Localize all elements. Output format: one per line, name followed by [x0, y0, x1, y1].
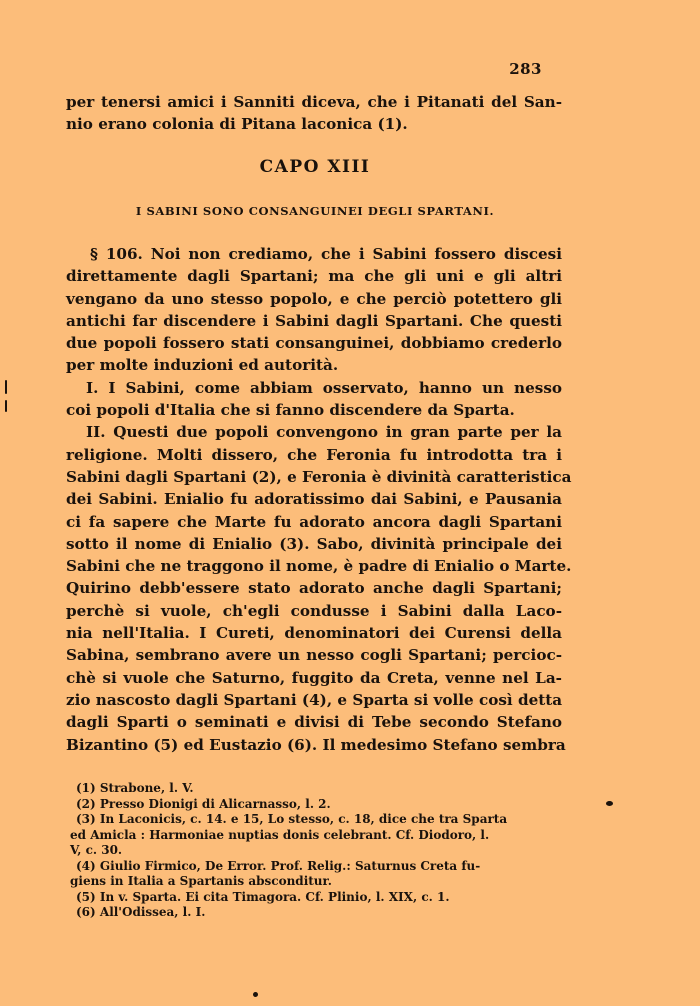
footnote: (4) Giulio Firmico, De Error. Prof. Relig.: Saturnus Creta fu- — [76, 858, 481, 873]
lead-paragraph — [66, 91, 562, 136]
chapter-title: CAPO XIII — [259, 157, 371, 177]
text-line: coi popoli d'Italia che si fanno discendere da Sparta. — [66, 401, 515, 420]
text-line: per molte induzioni ed autorità. — [66, 356, 339, 375]
text-line: II. Questi due popoli convengono in gran parte per la — [86, 423, 562, 442]
text-line: Sabini dagli Spartani (2), e Feronia è divinità caratteristica — [66, 467, 572, 486]
body-text — [66, 243, 572, 756]
text-line: nia nell'Italia. I Cureti, denominatori dei Curensi della — [66, 624, 562, 643]
text-line: Sabina, sembrano avere un nesso cogli Spartani; percioc- — [66, 646, 562, 665]
footnote-continuation: giens in Italia a Spartanis absconditur. — [70, 874, 332, 888]
page-number: 283 — [509, 60, 542, 78]
text-line: I. I Sabini, come abbiam osservato, hanno un nesso — [86, 378, 562, 397]
ink-speck — [5, 380, 7, 394]
text-line: antichi far discendere i Sabini dagli Spartani. Che questi — [66, 311, 562, 330]
text-line: Bizantino (5) ed Eustazio (6). Il medesimo Stefano sembra — [66, 735, 566, 754]
footnote: (5) In v. Sparta. Ei cita Timagora. Cf. Plinio, l. XIX, c. 1. — [76, 889, 450, 904]
ink-speck — [253, 992, 258, 997]
text-line: due popoli fossero stati consanguinei, dobbiamo crederlo — [66, 334, 562, 353]
text-line: sotto il nome di Enialio (3). Sabo, divinità principale dei — [66, 534, 562, 553]
footnotes — [70, 781, 562, 921]
footnote: (2) Presso Dionigi di Alicarnasso, l. 2. — [76, 796, 331, 811]
text-line: dagli Sparti o seminati e divisi di Tebe secondo Stefano — [66, 713, 562, 732]
ink-speck — [5, 400, 7, 412]
text-line: per tenersi amici i Sanniti diceva, che i Pitanati del San- — [66, 93, 562, 111]
text-line: Quirino debb'essere stato adorato anche dagli Spartani; — [66, 579, 562, 598]
text-line: zio nascosto dagli Spartani (4), e Sparta si volle così detta — [66, 690, 563, 709]
text-line: direttamente dagli Spartani; ma che gli uni e gli altri — [66, 267, 562, 286]
ink-speck — [606, 801, 613, 806]
text-line: ci fa sapere che Marte fu adorato ancora dagli Spartani — [66, 512, 562, 531]
footnote: (3) In Laconicis, c. 14. e 15, Lo stesso, c. 18, dice che tra Sparta — [76, 812, 508, 826]
text-line: dei Sabini. Enialio fu adoratissimo dai Sabini, e Pausania — [66, 490, 562, 509]
text-line: religione. Molti dissero, che Feronia fu introdotta tra i — [66, 445, 562, 464]
footnote: (6) All'Odissea, l. I. — [76, 905, 206, 919]
text-line: vengano da uno stesso popolo, e che perciò potettero gli — [66, 289, 562, 308]
text-line: § 106. Noi non crediamo, che i Sabini fossero discesi — [90, 245, 562, 263]
footnote-continuation: V, c. 30. — [70, 843, 123, 857]
text-line: Sabini che ne traggono il nome, è padre di Enialio o Marte. — [66, 557, 572, 576]
chapter-subtitle: I SABINI SONO CONSANGUINEI DEGLI SPARTANI. — [135, 204, 495, 218]
footnote: (1) Strabone, l. V. — [76, 781, 194, 795]
text-line: chè si vuole che Saturno, fuggito da Creta, venne nel La- — [66, 668, 562, 687]
footnote-continuation: ed Amicla : Harmoniae nuptias donis celebrant. Cf. Diodoro, l. — [70, 827, 490, 842]
text-line: nio erano colonia di Pitana laconica (1). — [66, 115, 408, 134]
text-line: perchè si vuole, ch'egli condusse i Sabini dalla Laco- — [66, 601, 562, 620]
